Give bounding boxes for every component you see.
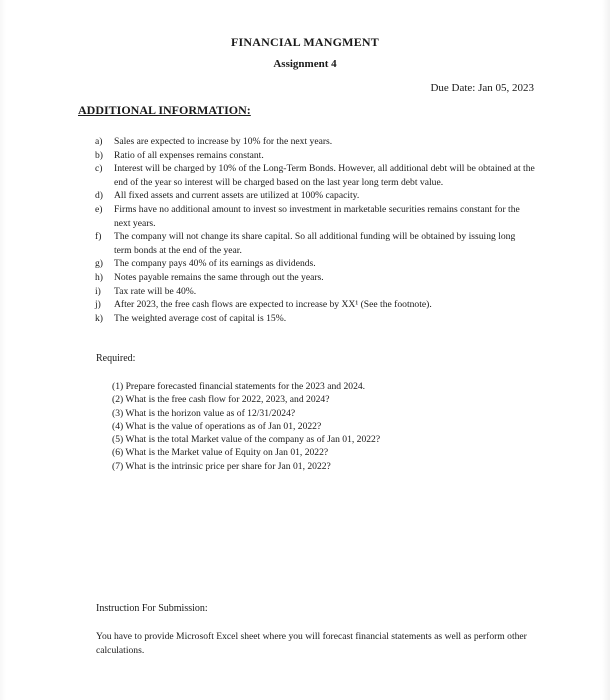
info-item-text: Sales are expected to increase by 10% for the next years. [114, 136, 333, 147]
due-date: Due Date: Jan 05, 2023 [430, 82, 534, 94]
question-list [112, 380, 532, 473]
info-item-mark: h) [95, 271, 103, 283]
info-item [95, 257, 535, 271]
info-item-mark: b) [95, 149, 103, 161]
info-item-text: The weighted average cost of capital is 15%. [114, 312, 287, 324]
info-item [95, 189, 535, 203]
info-item-mark: d) [95, 190, 103, 202]
document-title: FINANCIAL MANGMENT [231, 35, 379, 49]
info-item [95, 149, 535, 163]
info-item-mark: c) [95, 163, 103, 175]
question-item: (3) What is the horizon value as of 12/31/2024? [112, 407, 296, 419]
instruction-text: You have to provide Microsoft Excel sheet where you will forecast financial statements as well as perform other calculations. [96, 631, 527, 656]
question-item: (4) What is the value of operations as of Jan 01, 2022? [112, 420, 322, 432]
info-item-mark: k) [95, 312, 103, 324]
info-item [95, 203, 535, 230]
instruction-heading: Instruction For Submission: [96, 603, 208, 614]
question-item: (5) What is the total Market value of the company as of Jan 01, 2022? [112, 434, 381, 446]
info-item-text: Notes payable remains the same through out the years. [114, 271, 324, 283]
info-item [95, 230, 535, 257]
section-heading: ADDITIONAL INFORMATION: [78, 103, 251, 117]
question-item: (2) What is the free cash flow for 2022, 2023, and 2024? [112, 394, 330, 406]
question-item: (6) What is the Market value of Equity on Jan 01, 2022? [112, 447, 329, 459]
info-item-text: The company pays 40% of its earnings as dividends. [114, 258, 316, 270]
info-item-text: Tax rate will be 40%. [114, 285, 197, 297]
info-item [95, 312, 535, 326]
question-item: (1) Prepare forecasted financial statements for the 2023 and 2024. [112, 381, 366, 392]
info-item [95, 135, 535, 149]
info-item [95, 162, 535, 189]
info-item [95, 285, 535, 299]
question-item: (7) What is the intrinsic price per share for Jan 01, 2022? [112, 460, 331, 472]
info-item-text: After 2023, the free cash flows are expected to increase by XX¹ (See the footnote). [114, 299, 432, 311]
info-item-mark: a) [95, 136, 103, 147]
info-item-mark: e) [95, 203, 103, 215]
info-list [95, 135, 535, 325]
required-label: Required: [96, 353, 136, 364]
assignment-label: Assignment 4 [273, 58, 337, 70]
info-item-mark: f) [95, 231, 102, 243]
info-item [95, 298, 535, 312]
info-item-text: Firms have no additional amount to invest so investment in marketable securities remains constant for the next years. [114, 203, 520, 229]
info-item-text: All fixed assets and current assets are utilized at 100% capacity. [114, 190, 360, 202]
info-item-mark: g) [95, 258, 103, 270]
info-item-text: Interest will be charged by 10% of the Long-Term Bonds. However, all additional debt will be obtained at the end of the year so interest will be charged based on the last year long term debt value. [114, 163, 535, 188]
info-item [95, 271, 535, 285]
info-item-text: The company will not change its share capital. So all additional funding will be obtained by issuing long term bonds at the end of the year. [114, 231, 516, 256]
info-item-mark: j) [95, 299, 101, 311]
info-item-text: Ratio of all expenses remains constant. [114, 149, 264, 161]
info-item-mark: i) [95, 285, 101, 297]
